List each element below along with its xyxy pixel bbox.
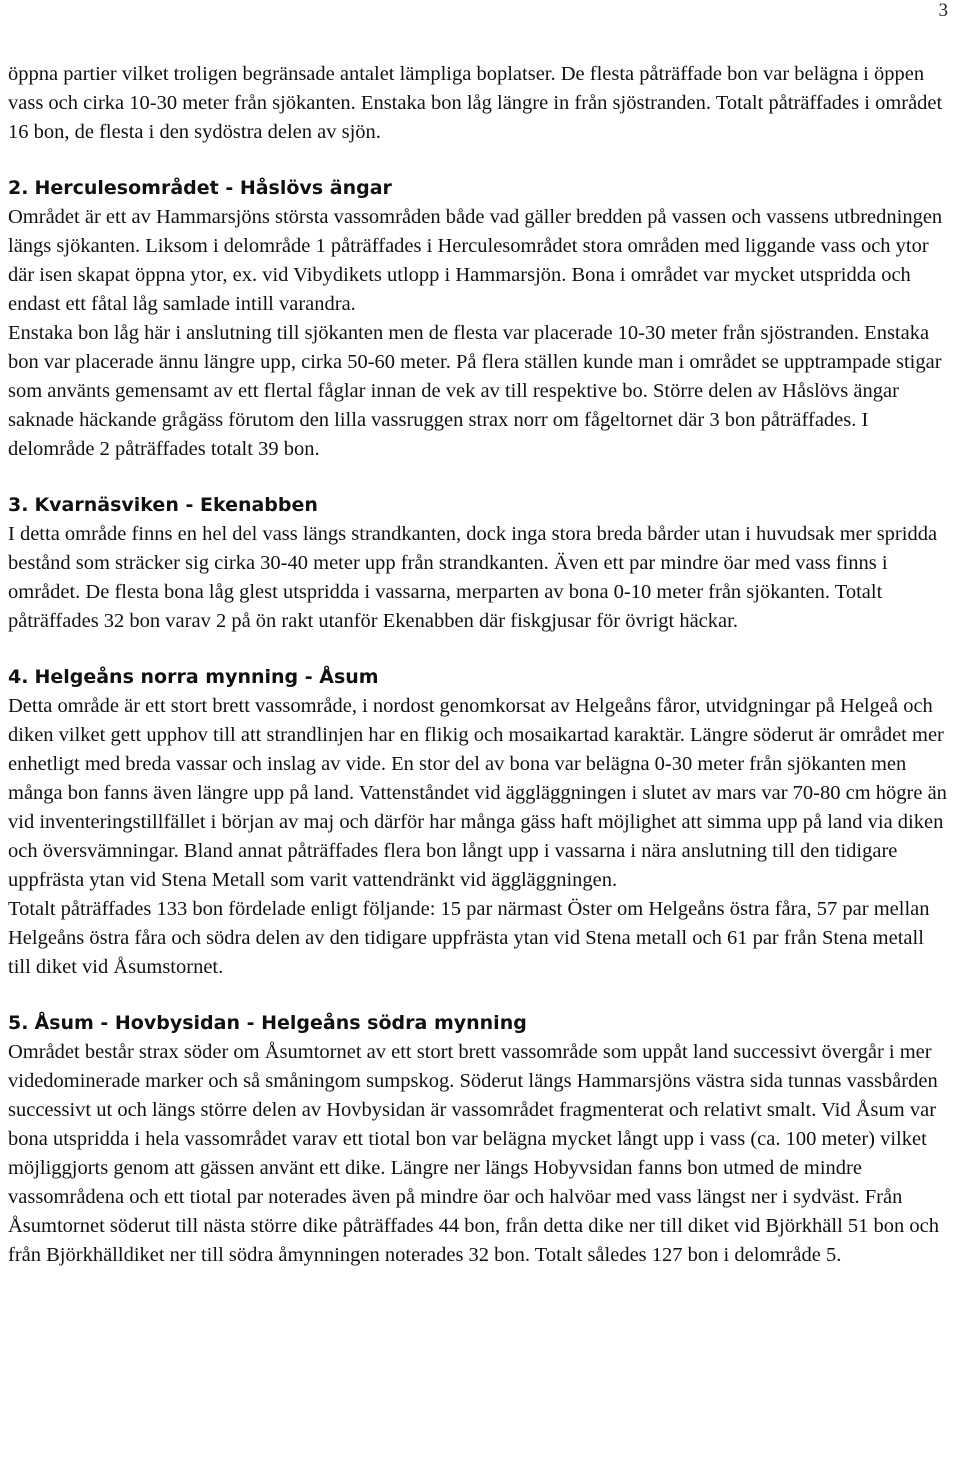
section-title: Åsum - Hovbysidan - Helgeåns södra mynning [34, 1012, 527, 1034]
section-paragraph: Området består strax söder om Åsumtornet av ett stort brett vassområde som uppåt land successivt övergår i mer videdominerade marker och så småningom sumpskog. Söderut längs Hammarsjöns västra sida tunnas vassbården successivt ut och längs större delen av Hovbysidan är vassområdet fragmenterat och relativt smalt. Vid Åsum var bona utspridda i hela vassområdet varav ett tiotal bon var belägna mycket långt upp i vass (ca. 100 meter) vilket möjliggjorts genom att gässen använt ett dike. Längre ner längs Hobyvsidan fanns bon utmed de mindre vassområdena och ett tiotal par noterades även på mindre öar och halvöar med vass längst ner i sydväst. Från Åsumtornet söderut till nästa större dike påträffades 44 bon, från detta dike ner till diket vid Björkhäll 51 bon och från Björkhälldiket ner till södra åmynningen noterades 32 bon. Totalt således 127 bon i delområde 5. [8, 1041, 940, 1266]
section-paragraph: Området är ett av Hammarsjöns största vassområden både vad gäller bredden på vassen och vassens utbredningen längs sjökanten. Liksom i delområde 1 påträffades i Herculesområdet stora områden med liggande vass och ytor där isen skapat öppna ytor, ex. vid Vibydikets utlopp i Hammarsjön. Bona i området var mycket utspridda och endast ett fåtal låg samlade intill varandra. [8, 206, 943, 315]
page-number: 3 [938, 0, 948, 21]
section-number: 2. [8, 177, 29, 199]
section-heading [8, 491, 948, 520]
section-paragraph: I detta område finns en hel del vass längs strandkanten, dock inga stora breda bårder utan i huvudsak mer spridda bestånd som sträcker sig cirka 30-40 meter upp från strandkanten. Även ett par mindre öar med vass finns i området. De flesta bona låg glest utspridda i vassarna, merparten av bona 0-10 meter från sjökanten. Totalt påträffades 32 bon varav 2 på ön rakt utanför Ekenabben där fiskgjusar för övrigt häckar. [8, 523, 938, 632]
section-title: Helgeåns norra mynning - Åsum [34, 666, 379, 688]
section-title: Kvarnäsviken - Ekenabben [34, 494, 318, 516]
section-paragraph: Totalt påträffades 133 bon fördelade enligt följande: 15 par närmast Öster om Helgeåns östra fåra, 57 par mellan Helgeåns östra fåra och södra delen av den tidigare uppfrästa ytan vid Stena metall och 61 par från Stena metall till diket vid Åsumstornet. [8, 898, 930, 978]
section-4 [8, 663, 948, 982]
section-number: 3. [8, 494, 29, 516]
section-heading [8, 174, 948, 203]
section-paragraph: Enstaka bon låg här i anslutning till sjökanten men de flesta var placerade 10-30 meter från sjöstranden. Enstaka bon var placerade ännu längre upp, cirka 50-60 meter. På flera ställen kunde man i området se upptrampade stigar som använts gemensamt av ett flertal fåglar innan de vek av till respektive bo. Större delen av Håslövs ängar saknade häckande grågäss förutom den lilla vassruggen strax norr om fågeltornet där 3 bon påträffades. I delområde 2 påträffades totalt 39 bon. [8, 322, 942, 460]
section-5 [8, 1009, 948, 1270]
section-number: 4. [8, 666, 29, 688]
section-heading [8, 663, 948, 692]
intro-paragraph: öppna partier vilket troligen begränsade antalet lämpliga boplatser. De flesta påträffade bon var belägna i öppen vass och cirka 10-30 meter från sjökanten. Enstaka bon låg längre in från sjöstranden. Totalt påträffades i området 16 bon, de flesta i den sydöstra delen av sjön. [8, 63, 943, 143]
section-heading [8, 1009, 948, 1038]
section-title: Herculesområdet - Håslövs ängar [34, 177, 392, 199]
section-number: 5. [8, 1012, 29, 1034]
section-paragraph: Detta område är ett stort brett vassområde, i nordost genomkorsat av Helgeåns fåror, utvidgningar på Helgeå och diken vilket gett upphov till att strandlinjen har en flikig och mosaikartad karaktär. Längre söderut är området mer enhetligt med breda vassar och inslag av vide. En stor del av bona var belägna 0-30 meter från sjökanten men många bon fanns även längre upp på land. Vattenståndet vid äggläggningen i slutet av mars var 70-80 cm högre än vid inventeringstillfället i början av maj och därför har många gäss haft möjlighet att simma upp på land via diken och översvämningar. Bland annat påträffades flera bon långt upp i vassarna i nära anslutning till den tidigare uppfrästa ytan vid Stena Metall som varit vattendränkt vid äggläggningen. [8, 695, 947, 891]
document-body [8, 60, 948, 1270]
section-3 [8, 491, 948, 636]
section-2 [8, 174, 948, 464]
